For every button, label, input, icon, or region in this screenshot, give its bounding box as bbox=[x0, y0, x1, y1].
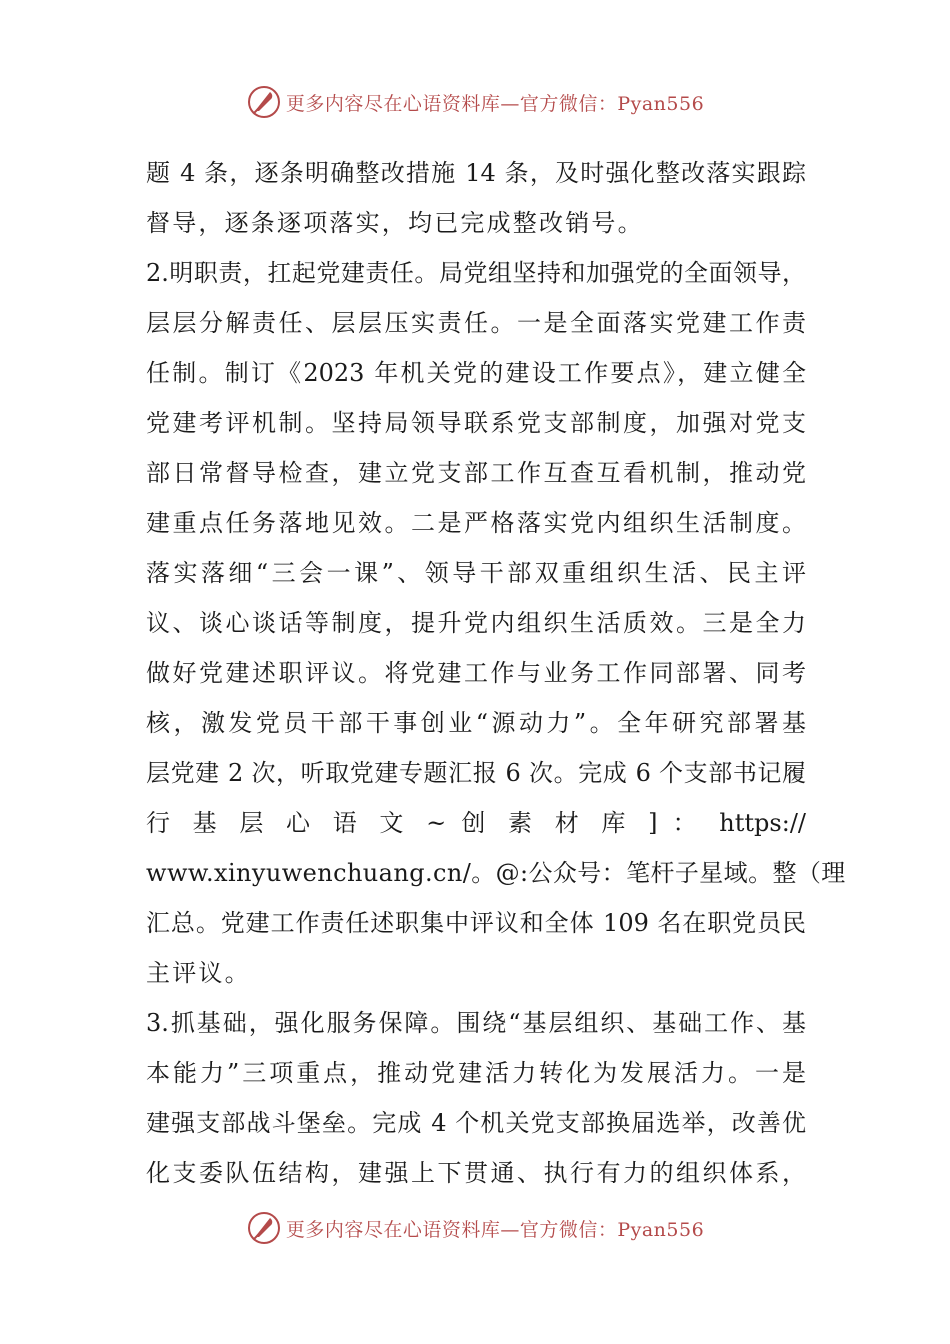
text-line: 化支委队伍结构，建强上下贯通、执行有力的组织体系， bbox=[146, 1159, 806, 1187]
text-line: 层党建 2 次，听取党建专题汇报 6 次。完成 6 个支部书记履 bbox=[146, 759, 806, 787]
footer-banner bbox=[0, 1208, 950, 1248]
text-line: 本能力”三项重点，推动党建活力转化为发展活力。一是 bbox=[146, 1059, 806, 1087]
footer-banner-text: 更多内容尽在心语资料库—官方微信：Pyan556 bbox=[285, 1218, 705, 1241]
text-line: 督导，逐条逐项落实，均已完成整改销号。 bbox=[146, 209, 644, 237]
text-line: 3.抓基础，强化服务保障。围绕“基层组织、基础工作、基 bbox=[146, 1009, 806, 1037]
text-line: 部日常督导检查，建立党支部工作互查互看机制，推动党 bbox=[146, 459, 806, 487]
header-banner bbox=[0, 82, 950, 122]
quill-pen-logo-icon bbox=[246, 84, 282, 120]
text-line: 题 4 条，逐条明确整改措施 14 条，及时强化整改落实跟踪 bbox=[146, 159, 806, 187]
text-line: 主评议。 bbox=[146, 959, 251, 987]
text-line: 2.明职责，扛起党建责任。局党组坚持和加强党的全面领导， bbox=[146, 259, 806, 287]
text-line: 任制。制订《2023 年机关党的建设工作要点》，建立健全 bbox=[146, 359, 806, 387]
text-line: 建强支部战斗堡垒。完成 4 个机关党支部换届选举，改善优 bbox=[146, 1109, 806, 1137]
text-line: 行 基 层 心 语 文 ~ 创 素 材 库 ] ： https:// bbox=[146, 809, 806, 837]
text-line: 汇总。党建工作责任述职集中评议和全体 109 名在职党员民 bbox=[146, 909, 806, 937]
text-line: 议、谈心谈话等制度，提升党内组织生活质效。三是全力 bbox=[146, 609, 806, 637]
text-line: www.xinyuwenchuang.cn/。@:公众号：笔杆子星域。整（理 bbox=[146, 859, 846, 887]
text-line: 核，激发党员干部干事创业“源动力”。全年研究部署基 bbox=[146, 709, 806, 737]
text-line: 党建考评机制。坚持局领导联系党支部制度，加强对党支 bbox=[146, 409, 806, 437]
quill-pen-logo-icon bbox=[246, 1210, 282, 1246]
text-line: 建重点任务落地见效。二是严格落实党内组织生活制度。 bbox=[146, 509, 806, 537]
header-banner-text: 更多内容尽在心语资料库—官方微信：Pyan556 bbox=[285, 92, 705, 115]
text-line: 层层分解责任、层层压实责任。一是全面落实党建工作责 bbox=[146, 309, 806, 337]
text-line: 做好党建述职评议。将党建工作与业务工作同部署、同考 bbox=[146, 659, 806, 687]
text-line: 落实落细“三会一课”、领导干部双重组织生活、民主评 bbox=[146, 559, 806, 587]
document-body bbox=[146, 148, 846, 1198]
